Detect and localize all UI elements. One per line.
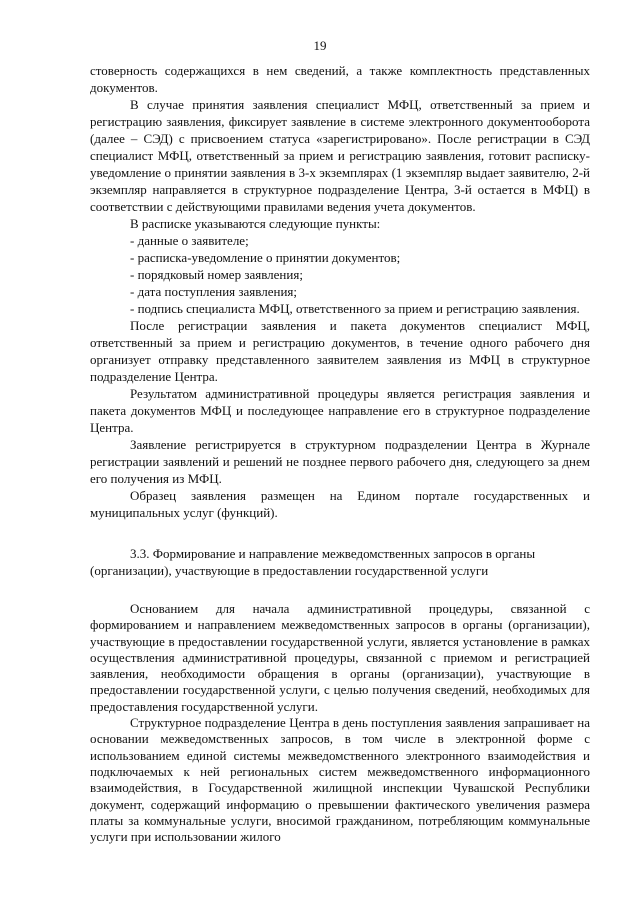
list-item: - расписка-уведомление о принятии документов; <box>130 250 401 265</box>
paragraph: Заявление регистрируется в структурном подразделении Центра в Журнале регистрации заявлений и решений не позднее первого рабочего дня, следующего за днем его получения из МФЦ. <box>90 437 590 486</box>
paragraph: После регистрации заявления и пакета документов специалист МФЦ, ответственный за прием и регистрацию документов, в течение одного рабочего дня организует отправку представленного заявителем заявления из МФЦ в структурное подразделение Центра. <box>90 318 590 384</box>
paragraph: В случае принятия заявления специалист МФЦ, ответственный за прием и регистрацию заявления, фиксирует заявление в системе электронного документооборота (далее – СЭД) с присвоением статуса «зарегистрировано». После регистрации в СЭД специалист МФЦ, ответственный за прием и регистрацию заявления, готовит расписку-уведомление о принятии заявления в 3-х экземплярах (1 экземпляр выдает заявителю, 2-й экземпляр направляется в структурное подразделение Центра, 3-й остается в МФЦ) в соответствии с действующими правилами ведения учета документов. <box>90 97 590 214</box>
paragraph: стоверность содержащихся в нем сведений, а также комплектность представленных документов. <box>90 63 590 95</box>
paragraph: Структурное подразделение Центра в день поступления заявления запрашивает на основании межведомственных запросов, в том числе в электронной форме с использованием единой системы межведомственного электронного взаимодействия и подключаемых к ней региональных систем межведомственного информационного взаимодействия, в Государственной жилищной инспекции Чувашской Республики документ, содержащий информацию о превышении фактического увеличения размера платы за коммунальные услуги, вносимой гражданином, потребляющим коммунальные услуги при использовании жилого <box>90 715 590 845</box>
section-reception <box>90 62 590 521</box>
list-item: - подпись специалиста МФЦ, ответственного за прием и регистрацию заявления. <box>130 301 580 316</box>
page-number: 19 <box>313 38 327 53</box>
page-content <box>90 62 590 845</box>
section-interagency-requests <box>90 601 590 845</box>
paragraph: В расписке указываются следующие пункты: <box>130 216 381 231</box>
list-item: - данные о заявителе; <box>130 233 249 248</box>
paragraph: Результатом административной процедуры является регистрация заявления и пакета документов МФЦ и последующее направление его в структурное подразделение Центра. <box>90 386 590 435</box>
list-item: - порядковый номер заявления; <box>130 267 303 282</box>
list-item: - дата поступления заявления; <box>130 284 298 299</box>
paragraph: Основанием для начала административной процедуры, связанной с формированием и направлением межведомственных запросов в органы (организации), участвующие в предоставлении государственной услуги, является установление в рамках осуществления административной процедуры, связанной с приемом и регистрацией заявления, необходимости обращения в органы (организации), участвующие в предоставлении государственной услуги, с целью получения сведений, необходимых для предоставления государственной услуги. <box>90 601 590 714</box>
section-heading: 3.3. Формирование и направление межведомственных запросов в органы (организации), участвующие в предоставлении государственной услуги <box>90 546 536 578</box>
paragraph: Образец заявления размещен на Едином портале государственных и муниципальных услуг (функций). <box>90 488 590 520</box>
